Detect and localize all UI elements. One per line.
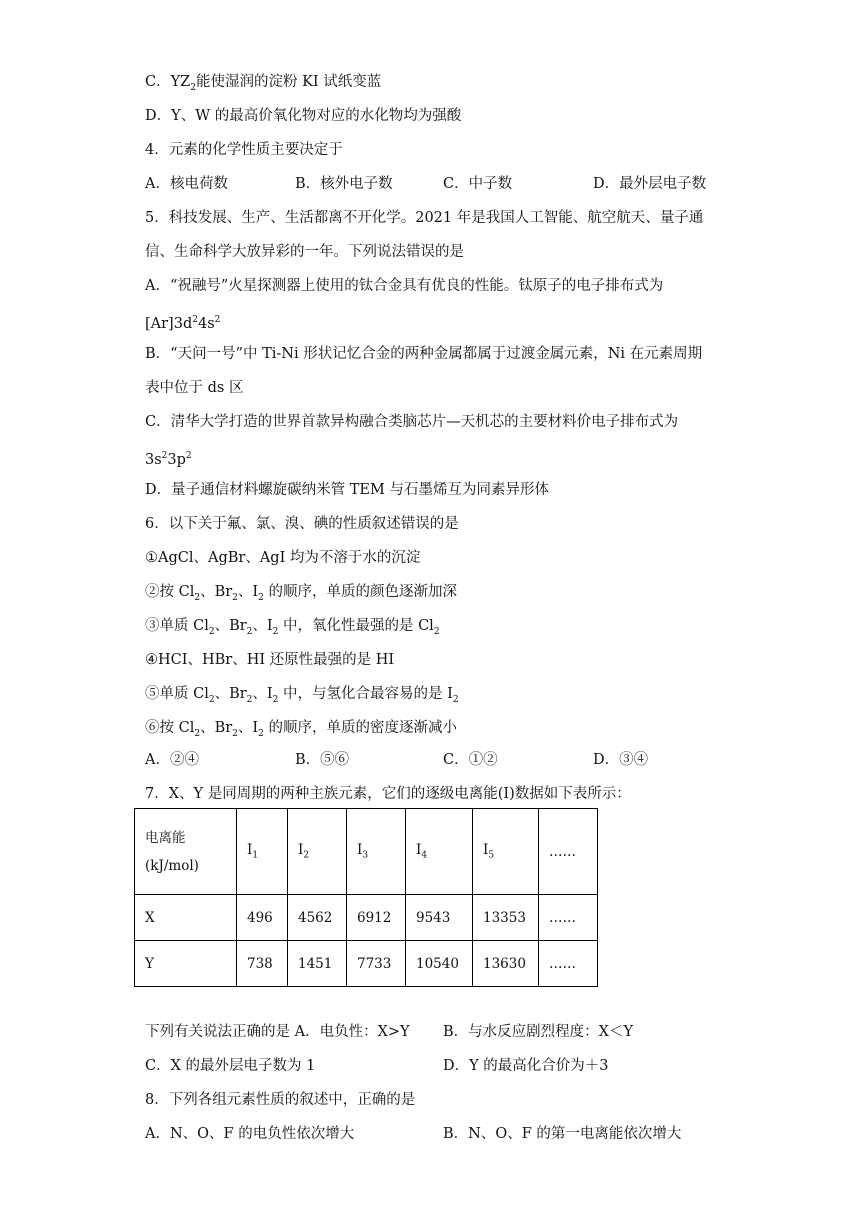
q3-option-c: C．$YZ_2$能使湿润的淀粉 KI 试纸变蓝 bbox=[145, 74, 382, 93]
row-x-label: X bbox=[135, 895, 237, 941]
q6-item-2: ②按 $Cl_2$、$Br_2$、$I_2$ 的顺序，单质的颜色逐渐加深 bbox=[145, 584, 457, 603]
cell-x-i2: 4562 bbox=[288, 895, 347, 941]
cell-y-i4: 10540 bbox=[406, 941, 473, 987]
cell-x-i3: 6912 bbox=[347, 895, 406, 941]
header-label-cell: 电离能 (kJ/mol) bbox=[135, 809, 237, 895]
q6-option-a: A．②④ bbox=[145, 752, 199, 768]
table-row bbox=[135, 895, 598, 941]
cell-x-i5: 13353 bbox=[473, 895, 539, 941]
q5-option-d: D．量子通信材料螺旋碳纳米管 TEM 与石墨烯互为同素异形体 bbox=[145, 482, 549, 498]
q6-item-5: ⑤单质 $Cl_2$、$Br_2$、$I_2$ 中，与氢化合最容易的是 $I_2$ bbox=[145, 686, 459, 705]
q5-stem-line1: 5．科技发展、生产、生活都离不开化学。2021 年是我国人工智能、航空航天、量子通 bbox=[145, 210, 704, 226]
q4-stem: 4．元素的化学性质主要决定于 bbox=[145, 142, 343, 158]
ionization-energy-table bbox=[134, 808, 598, 987]
q6-item-3: ③单质 $Cl_2$、$Br_2$、$I_2$ 中，氧化性最强的是 $Cl_2$ bbox=[145, 618, 440, 637]
header-ellipsis: …… bbox=[539, 809, 598, 895]
header-i5: $I_5$ bbox=[473, 809, 539, 895]
cell-y-i1: 738 bbox=[237, 941, 288, 987]
q6-stem: 6．以下关于氟、氯、溴、碘的性质叙述错误的是 bbox=[145, 516, 459, 532]
table-header-row bbox=[135, 809, 598, 895]
q7-stem-after-and-option-a: 下列有关说法正确的是 A．电负性：X>Y bbox=[145, 1024, 410, 1040]
q5-option-b-line1: B．“天问一号”中 Ti-Ni 形状记忆合金的两种金属都属于过渡金属元素，Ni 在元素周期 bbox=[145, 346, 703, 362]
q6-item-6: ⑥按 $Cl_2$、$Br_2$、$I_2$ 的顺序，单质的密度逐渐减小 bbox=[145, 720, 457, 739]
q7-stem: 7．X、Y 是同周期的两种主族元素，它们的逐级电离能(I)数据如下表所示： bbox=[145, 786, 631, 802]
cell-y-i2: 1451 bbox=[288, 941, 347, 987]
q4-option-c: C．中子数 bbox=[443, 176, 513, 192]
q6-option-d: D．③④ bbox=[593, 752, 649, 768]
q8-option-b: B．N、O、F 的第一电离能依次增大 bbox=[443, 1126, 682, 1142]
q7-options-row1 bbox=[145, 1022, 725, 1042]
q7-option-d: D．Y 的最高化合价为＋3 bbox=[443, 1058, 609, 1074]
row-y-label: Y bbox=[135, 941, 237, 987]
q7-options-row2 bbox=[145, 1056, 725, 1076]
header-i1: $I_1$ bbox=[237, 809, 288, 895]
q3-option-d: D．Y、W 的最高价氧化物对应的水化物均为强酸 bbox=[145, 108, 462, 124]
header-i4: $I_4$ bbox=[406, 809, 473, 895]
q4-options bbox=[145, 174, 725, 194]
table-row bbox=[135, 941, 598, 987]
header-i3: $I_3$ bbox=[347, 809, 406, 895]
q4-option-b: B．核外电子数 bbox=[295, 176, 393, 192]
q6-item-4: ④HCI、HBr、HI 还原性最强的是 HI bbox=[145, 652, 395, 668]
cell-y-ellipsis: …… bbox=[539, 941, 598, 987]
q5-option-b-line2: 表中位于 ds 区 bbox=[145, 380, 244, 396]
q8-stem: 8．下列各组元素性质的叙述中，正确的是 bbox=[145, 1092, 416, 1108]
q5-option-c-line2: $3s^23p^2$ bbox=[145, 451, 192, 468]
cell-y-i5: 13630 bbox=[473, 941, 539, 987]
q7-option-c: C．X 的最外层电子数为 1 bbox=[145, 1058, 316, 1074]
q4-option-a: A．核电荷数 bbox=[145, 176, 228, 192]
header-i2: $I_2$ bbox=[288, 809, 347, 895]
q6-option-c: C．①② bbox=[443, 752, 498, 768]
cell-x-i1: 496 bbox=[237, 895, 288, 941]
q8-options bbox=[145, 1124, 725, 1144]
cell-x-i4: 9543 bbox=[406, 895, 473, 941]
q8-option-a: A．N、O、F 的电负性依次增大 bbox=[145, 1126, 355, 1142]
cell-x-ellipsis: …… bbox=[539, 895, 598, 941]
q5-option-c-line1: C．清华大学打造的世界首款异构融合类脑芯片—天机芯的主要材料价电子排布式为 bbox=[145, 414, 679, 430]
q4-option-d: D．最外层电子数 bbox=[593, 176, 707, 192]
q6-item-1: ①AgCl、AgBr、AgI 均为不溶于水的沉淀 bbox=[145, 550, 421, 566]
q6-option-b: B．⑤⑥ bbox=[295, 752, 350, 768]
q5-stem-line2: 信、生命科学大放异彩的一年。下列说法错误的是 bbox=[145, 244, 464, 260]
q7-option-b: B．与水反应剧烈程度：X＜Y bbox=[443, 1024, 634, 1040]
q5-option-a-line2: $[Ar]3d^24s^2$ bbox=[145, 315, 221, 332]
cell-y-i3: 7733 bbox=[347, 941, 406, 987]
q5-option-a-line1: A．“祝融号”火星探测器上使用的钛合金具有优良的性能。钛原子的电子排布式为 bbox=[145, 278, 664, 294]
q6-options bbox=[145, 750, 725, 770]
